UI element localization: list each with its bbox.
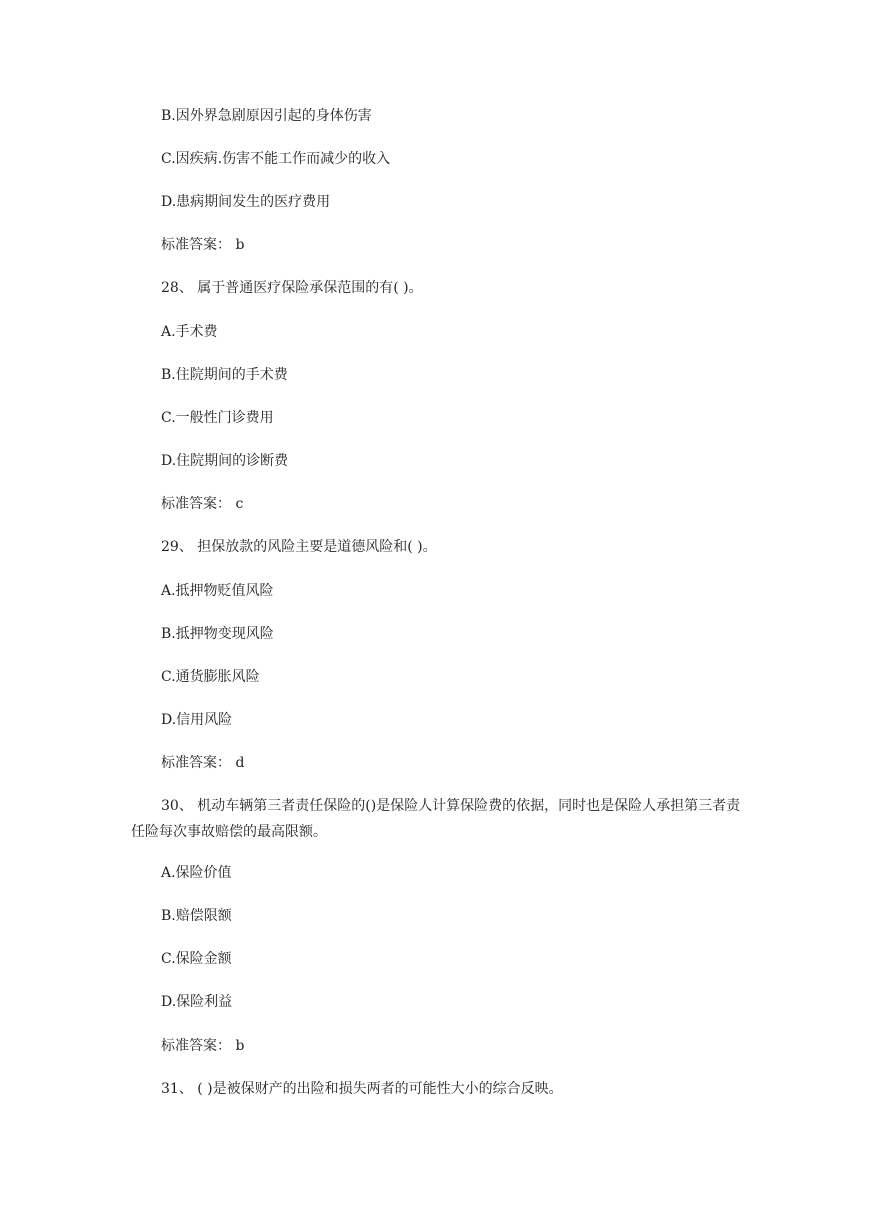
- option-b: B.住院期间的手术费: [161, 367, 288, 383]
- option-d: D.患病期间发生的医疗费用: [161, 194, 331, 210]
- standard-answer: 标准答案： c: [161, 496, 244, 512]
- standard-answer: 标准答案： b: [161, 1038, 245, 1054]
- question-29: 29、 担保放款的风险主要是道德风险和( )。: [161, 539, 437, 555]
- option-a: A.保险价值: [161, 865, 232, 881]
- option-c: C.一般性门诊费用: [161, 410, 274, 426]
- question-31: 31、 ( )是被保财产的出险和损失两者的可能性大小的综合反映。: [161, 1081, 563, 1097]
- option-d: D.住院期间的诊断费: [161, 453, 289, 469]
- option-c: C.因疾病.伤害不能工作而减少的收入: [161, 151, 391, 167]
- option-b: B.因外界急剧原因引起的身体伤害: [161, 108, 372, 124]
- option-a: A.抵押物贬值风险: [161, 583, 274, 599]
- option-c: C.保险金额: [161, 951, 232, 967]
- option-a: A.手术费: [161, 324, 218, 340]
- option-b: B.抵押物变现风险: [161, 626, 274, 642]
- standard-answer: 标准答案： d: [161, 755, 245, 771]
- option-d: D.信用风险: [161, 712, 233, 728]
- option-b: B.赔偿限额: [161, 908, 232, 924]
- question-28: 28、 属于普通医疗保险承保范围的有( )。: [161, 280, 423, 296]
- option-d: D.保险利益: [161, 994, 233, 1010]
- question-30: 30、 机动车辆第三者责任保险的()是保险人计算保险费的依据，同时也是保险人承担第三者责任险每次事故赔偿的最高限额。: [131, 798, 741, 840]
- option-c: C.通货膨胀风险: [161, 669, 260, 685]
- standard-answer: 标准答案： b: [161, 237, 245, 253]
